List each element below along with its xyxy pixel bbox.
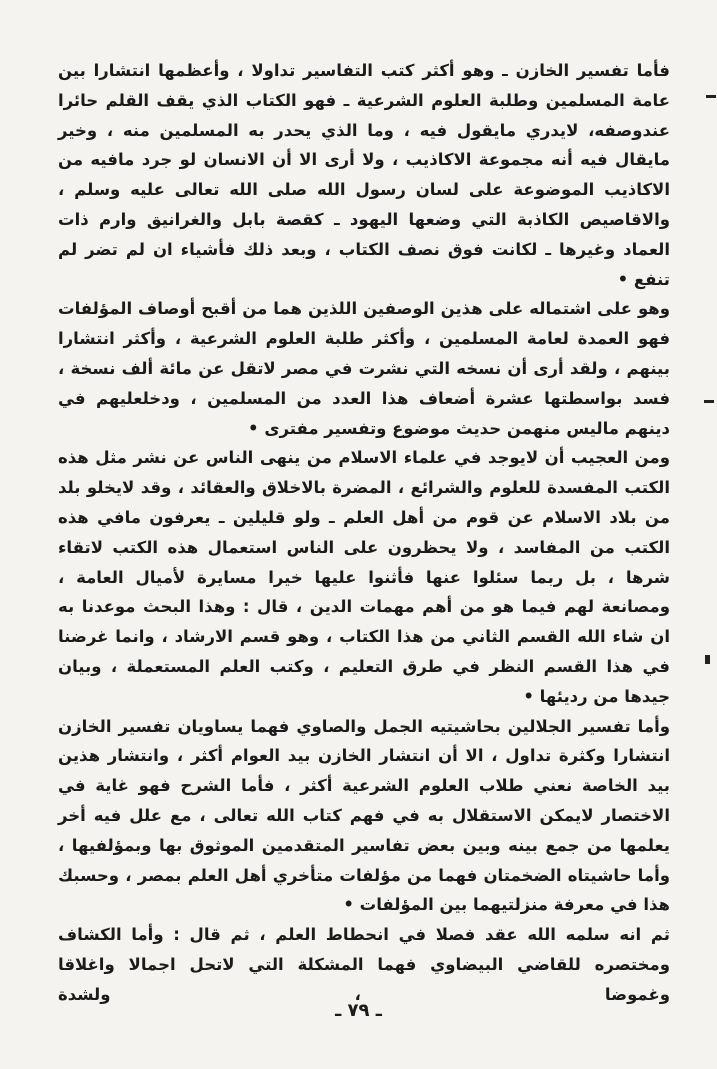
margin-mark bbox=[704, 400, 714, 403]
paragraph-two-descriptions: وهو على اشتماله على هذين الوصفين اللذين هما من أقبح أوصاف المؤلفات فهو العمدة لعامة المسلمين ، وأكثر طلبة العلوم الشرعية ، وأكثر انتشارا بينهم ، ولقد أرى أن نسخه التي نشرت في مصر لاتقل عن مائة ألف نسخة ، فسد بواسطتها عشرة أضعاف هذا العدد من المسلمين ، ودخلعليهم في دينهم ماليس منهمن حديث موضوع وتفسير مفترى • bbox=[58, 299, 670, 438]
paragraph-khazin: فأما تفسير الخازن ـ وهو أكثر كتب التفاسير تداولا ، وأعظمها انتشارا بين عامة المسلمين وطلبة العلوم الشرعية ـ فهو الكتاب الذي يقف القلم حائرا عندوصفه، لايدري مايقول فيه ، وما الذي يحدر به المسلمين منه ، وخير مايقال فيه أنه مجموعة الاكاذيب ، ولا أرى الا أن الانسان لو جرد مافيه من الاكاذيب الموضوعة على لسان رسول الله صلى الله تعالى عليه وسلم ، والاقاصيص الكاذبة التي وضعها اليهود ـ كقصة بابل والغرانيق وارم ذات العماد وغيرها ـ لكانت فوق نصف الكتاب ، وبعد ذلك فأشياء ان لم تضر لم تنفع • bbox=[58, 61, 670, 289]
paragraph-kashshaf: ثم انه سلمه الله عقد فصلا في انحطاط العلم ، ثم قال : وأما الكشاف ومختصره للقاضي البيضاوي فهما المشكلة التي لاتحل اجمالا واغلاقا وغموضا ، ولشدة bbox=[58, 925, 670, 1004]
page-text bbox=[58, 56, 670, 1010]
paragraph-jalalayn: وأما تفسير الجلالين بحاشيتيه الجمل والصاوي فهما يساويان تفسير الخازن انتشارا وكثرة تداول ، الا أن انتشار الخازن بيد العوام أكثر ، وانتشار هذين بيد الخاصة نعني طلاب العلوم الشرعية أكثر ، فأما الشرح فهو غاية في الاختصار لايمكن الاستقلال به في فهم كتاب الله تعالى ، مع علل فيه أخر يعلمها من جمع بينه وبين بعض تفاسير المتقدمين الموثوق بها وبمؤلفيها ، وأما حاشيتاه الضخمتان فهما من مؤلفات متأخري أهل العلم بمصر ، وحسبك هذا في معرفة منزلتيهما بين المؤلفات • bbox=[58, 716, 670, 915]
paragraph-strange-matter: ومن العجيب أن لايوجد في علماء الاسلام من ينهى الناس عن نشر مثل هذه الكتب المفسدة للعلوم والشرائع ، المضرة بالاخلاق والعقائد ، وقد لايخلو بلد من بلاد الاسلام عن قوم من أهل العلم ـ ولو قليلين ـ يعرفون مافي هذه الكتب من المفاسد ، ولا يحظرون على الناس استعمال هذه الكتب لاتقاء شرها ، بل ربما سئلوا عنها فأثنوا عليها خيرا مسايرة لأميال العامة ، ومصانعة لهم فيما هو من أهم مهمات الدين ، قال : وهذا البحث موعدنا به ان شاء الله القسم الثاني من هذا الكتاب ، وهو قسم الارشاد ، وانما غرضنا في هذا القسم النظر في طرق التعليم ، وكتب العلم المستعملة ، وبيان جيدها من رديئها • bbox=[58, 448, 670, 706]
margin-mark bbox=[706, 95, 716, 98]
page-number: ـ ٧٩ ـ bbox=[335, 1000, 382, 1021]
margin-mark bbox=[705, 655, 710, 664]
